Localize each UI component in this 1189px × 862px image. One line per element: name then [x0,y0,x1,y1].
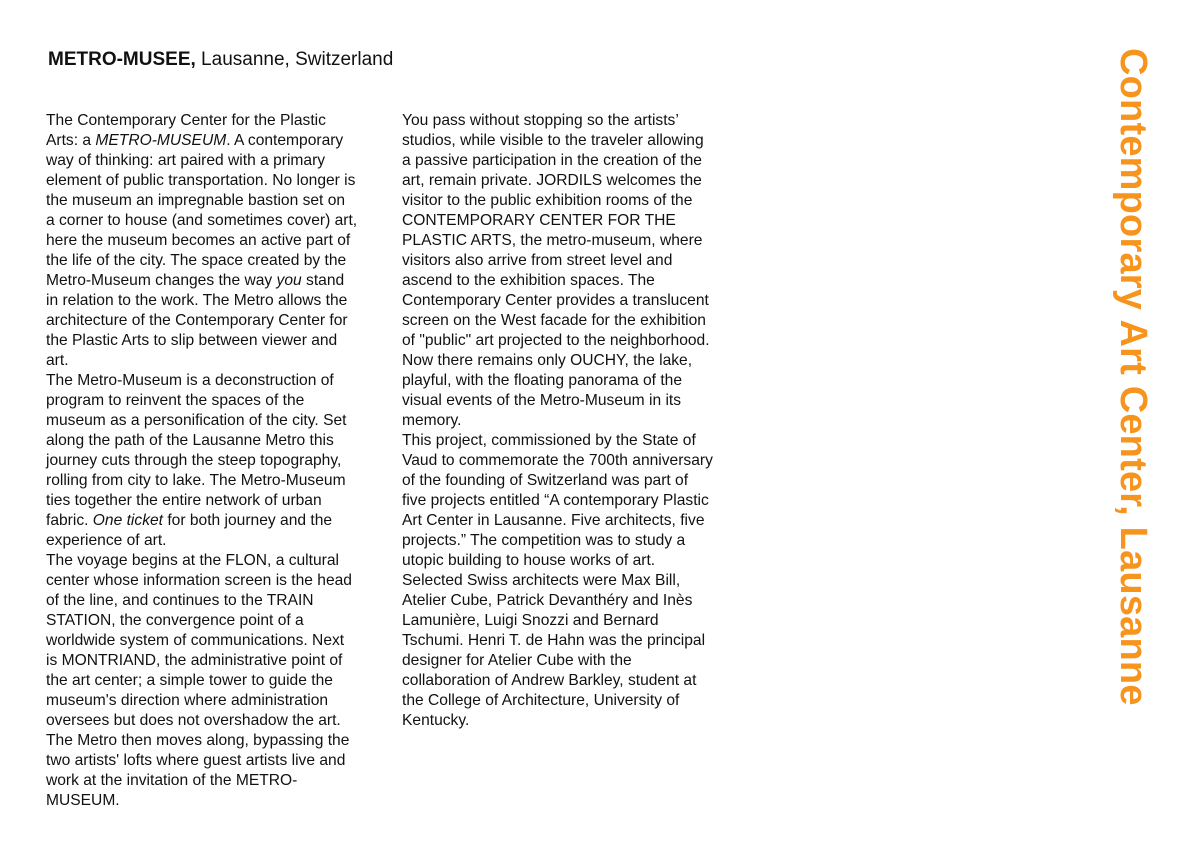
text-line: visual events of the Metro-Museum in its [402,392,682,409]
emphasis-text: METRO-MUSEUM [95,132,227,149]
text-line: program to reinvent the spaces of the [46,392,305,409]
text-line: the museum an impregnable bastion set on [46,192,346,209]
text-line: journey cuts through the steep topography, [46,452,342,469]
text-line: The Metro-Museum is a deconstruction of [46,372,334,389]
text-line: Lamunière, Luigi Snozzi and Bernard [402,612,659,629]
text-line: collaboration of Andrew Barkley, student at [402,672,697,689]
text-line: of the line, and continues to the TRAIN [46,592,314,609]
text-line: The voyage begins at the FLON, a cultural [46,552,339,569]
text-line: a corner to house (and sometimes cover) art, [46,212,358,229]
heading-project-name: METRO-MUSEE, [48,49,196,70]
text-line: studios, while visible to the traveler allowing [402,132,704,149]
text-line: oversees but does not overshadow the art. [46,712,341,729]
text-line: architecture of the Contemporary Center for [46,312,348,329]
text-line: element of public transportation. No longer is [46,172,356,189]
text-line: worldwide system of communications. Next [46,632,345,649]
text-line: utopic building to house works of art. [402,552,656,569]
text-line: way of thinking: art paired with a primary [46,152,326,169]
text-line: along the path of the Lausanne Metro this [46,432,334,449]
text-line: rolling from city to lake. The Metro-Museum [46,472,346,489]
text-line: the art center; a simple tower to guide the [46,672,333,689]
text-line: screen on the West facade for the exhibition [402,312,706,329]
text-line: two artists' lofts where guest artists live and [46,752,346,769]
text-line: Selected Swiss architects were Max Bill, [402,572,681,589]
text-line: Tschumi. Henri T. de Hahn was the principal [402,632,706,649]
text-line: The Metro then moves along, bypassing the [46,732,350,749]
text-line: Art Center in Lausanne. Five architects, five [402,512,705,529]
text-line: Metro-Museum changes the way you stand [46,272,345,289]
emphasis-text: you [276,272,302,289]
body-column-left [46,111,386,811]
text-line: here the museum becomes an active part of [46,232,351,249]
text-line: Arts: a METRO-MUSEUM. A contemporary [46,132,344,149]
text-line: Kentucky. [402,712,470,729]
text-line: is MONTRIAND, the administrative point of [46,652,343,669]
text-line: visitors also arrive from street level and [402,252,673,269]
text-line: ties together the entire network of urban [46,492,322,509]
text-line: art. [46,352,69,369]
text-line: fabric. One ticket for both journey and the [46,512,333,529]
text-line: MUSEUM. [46,792,120,809]
text-line: memory. [402,412,462,429]
text-line: You pass without stopping so the artists’ [402,112,679,129]
text-line: The Contemporary Center for the Plastic [46,112,326,129]
text-line: art, remain private. JORDILS welcomes the [402,172,702,189]
text-line: playful, with the floating panorama of the [402,372,682,389]
text-line: the Plastic Arts to slip between viewer and [46,332,338,349]
text-line: PLASTIC ARTS, the metro-museum, where [402,232,703,249]
text-line: Now there remains only OUCHY, the lake, [402,352,693,369]
text-line: ascend to the exhibition spaces. The [402,272,655,289]
text-line: five projects entitled “A contemporary Plastic [402,492,709,509]
text-line: the life of the city. The space created by the [46,252,347,269]
text-line: designer for Atelier Cube with the [402,652,632,669]
text-line: museum as a personification of the city. Set [46,412,347,429]
side-title-vertical [1110,48,1156,734]
text-line: Contemporary Center provides a translucent [402,292,709,309]
text-line: of "public" art projected to the neighborhood. [402,332,710,349]
text-line: experience of art. [46,532,167,549]
text-line: Vaud to commemorate the 700th anniversary [402,452,713,469]
text-line: STATION, the convergence point of a [46,612,304,629]
text-line: in relation to the work. The Metro allows the [46,292,348,309]
text-line: the College of Architecture, University of [402,692,680,709]
text-line: projects.” The competition was to study a [402,532,686,549]
text-line: of the founding of Switzerland was part of [402,472,689,489]
text-line: a passive participation in the creation of the [402,152,702,169]
body-column-right [402,111,742,731]
text-line: work at the invitation of the METRO- [46,772,298,789]
text-line: museum's direction where administration [46,692,329,709]
text-line: Atelier Cube, Patrick Devanthéry and Inès [402,592,693,609]
text-line: This project, commissioned by the State of [402,432,696,449]
emphasis-text: One ticket [92,512,163,529]
heading-location: Lausanne, Switzerland [195,49,394,70]
text-line: visitor to the public exhibition rooms of the [402,192,693,209]
text-line: center whose information screen is the head [46,572,352,589]
side-title-text: Contemporary Art Center, Lausanne [1112,48,1154,706]
page-heading [48,48,393,72]
text-line: CONTEMPORARY CENTER FOR THE [402,212,676,229]
